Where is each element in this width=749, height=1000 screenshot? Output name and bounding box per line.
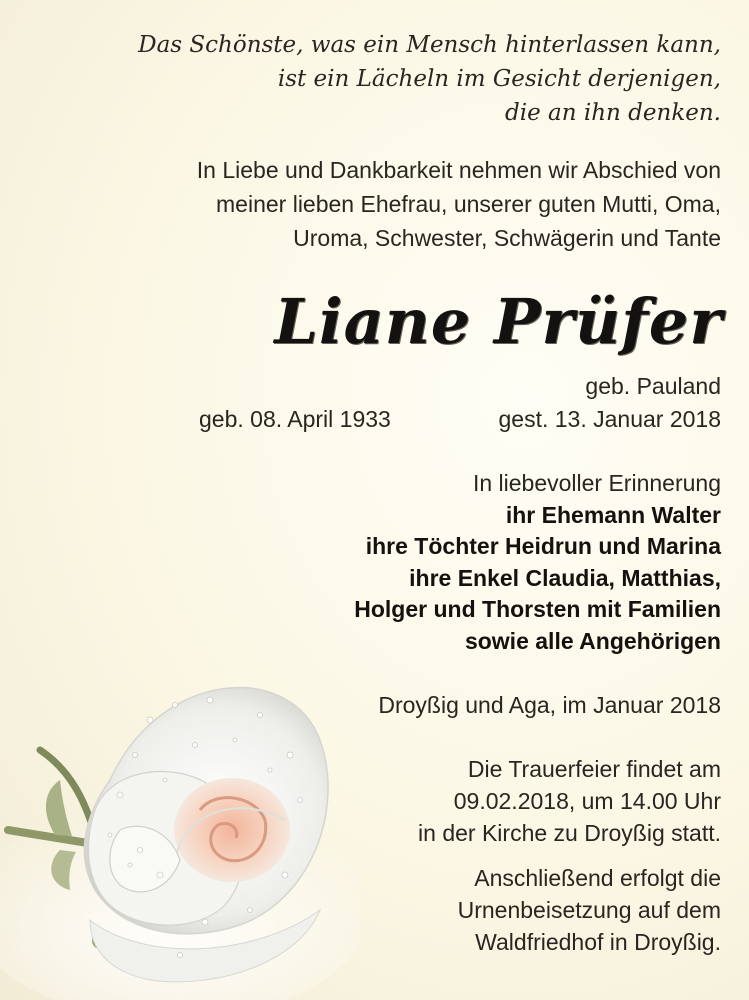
ceremony-line: Die Trauerfeier findet am: [467, 756, 721, 782]
mourner-line: ihre Töchter Heidrun und Marina: [365, 533, 721, 559]
mourner-line: sowie alle Angehörigen: [464, 627, 721, 654]
ceremony-line: 09.02.2018, um 14.00 Uhr: [453, 788, 721, 814]
mourner-line: ihre Enkel Claudia, Matthias,: [409, 564, 721, 591]
death-date: gest. 13. Januar 2018: [498, 406, 721, 432]
quote-line: Das Schönste, was ein Mensch hinterlassen kann,: [138, 32, 721, 58]
mourners-list: [21, 468, 721, 657]
intro-line: Uroma, Schwester, Schwägerin und Tante: [293, 225, 721, 251]
quote-line: ist ein Lächeln im Gesicht derjenigen,: [277, 66, 721, 92]
mourner-line: ihr Ehemann Walter: [505, 501, 721, 528]
farewell-intro: [21, 153, 721, 255]
burial-line: Anschließend erfolgt die: [474, 865, 721, 891]
burial-line: Urnenbeisetzung auf dem: [457, 897, 721, 923]
burial-line: Waldfriedhof in Droyßig.: [475, 929, 721, 955]
quote-line: die an ihn denken.: [505, 100, 721, 126]
mourners-heading: In liebevoller Erinnerung: [472, 470, 721, 496]
intro-line: In Liebe und Dankbarkeit nehmen wir Abschied von: [196, 157, 721, 183]
intro-line: meiner lieben Ehefrau, unserer guten Mutti, Oma,: [216, 191, 721, 217]
white-rose-image: [0, 660, 360, 1000]
maiden-name: geb. Pauland: [585, 373, 721, 399]
deceased-name: Liane Prüfer: [274, 285, 723, 358]
mourner-line: Holger und Thorsten mit Familien: [354, 596, 721, 622]
birth-date: geb. 08. April 1933: [199, 406, 391, 432]
ceremony-line: in der Kirche zu Droyßig statt.: [418, 820, 721, 846]
place-and-date: Droyßig und Aga, im Januar 2018: [378, 692, 721, 718]
memorial-quote: [21, 28, 721, 130]
